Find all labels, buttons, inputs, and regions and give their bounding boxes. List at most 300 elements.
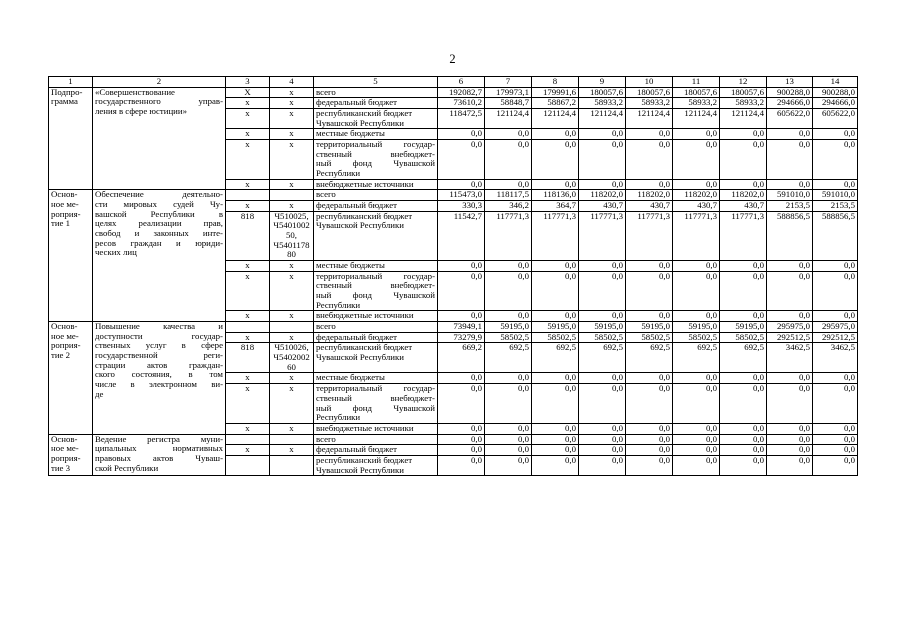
- value-cell: 0,0: [767, 311, 813, 322]
- cell-lines: [316, 201, 435, 211]
- header-cell: 3: [226, 77, 270, 88]
- value-cell: 0,0: [673, 261, 720, 272]
- value-cell: 292512,5: [813, 332, 858, 343]
- value-cell: 346,2: [485, 201, 532, 212]
- cell-lines: [316, 129, 435, 139]
- header-cell: 11: [673, 77, 720, 88]
- value-cell: 0,0: [532, 261, 579, 272]
- header-cell: 6: [438, 77, 485, 88]
- funding-source-cell: [314, 455, 438, 475]
- value-cell: 117771,3: [485, 211, 532, 260]
- funding-source-cell: [314, 211, 438, 260]
- value-cell: 118202,0: [579, 190, 626, 201]
- cell-line: всего: [316, 434, 336, 444]
- program-name-cell: [93, 434, 226, 476]
- value-cell: 179991,6: [532, 87, 579, 98]
- classification-code-cell: х: [270, 423, 314, 434]
- cell-line: внебюджетные источники: [316, 423, 414, 433]
- header-cell: 14: [813, 77, 858, 88]
- cell-line: ный фонд Чувашской: [316, 290, 435, 301]
- value-cell: 0,0: [438, 373, 485, 384]
- value-cell: 0,0: [485, 261, 532, 272]
- value-cell: 58867,2: [532, 98, 579, 109]
- value-cell: 179973,1: [485, 87, 532, 98]
- value-cell: 121124,4: [720, 109, 767, 129]
- funding-source-cell: [314, 343, 438, 373]
- value-cell: 59195,0: [720, 322, 767, 333]
- cell-line: федеральный бюджет: [316, 97, 397, 108]
- value-cell: 0,0: [485, 434, 532, 445]
- program-type-cell: [49, 87, 93, 190]
- cell-line: ный фонд Чувашской: [316, 402, 435, 413]
- classification-code-cell: х: [270, 129, 314, 140]
- value-cell: 0,0: [532, 445, 579, 456]
- cell-line: Основ-: [51, 321, 78, 332]
- value-cell: 59195,0: [673, 322, 720, 333]
- cell-line: ского состояния, в том: [95, 369, 223, 380]
- cell-line: ственный внебюджет-: [316, 280, 435, 291]
- cell-line: Чувашской Республики: [316, 117, 404, 128]
- value-cell: 117771,3: [626, 211, 673, 260]
- value-cell: 121124,4: [485, 109, 532, 129]
- value-cell: 117771,3: [673, 211, 720, 260]
- cell-line: Обеспечение деятельно-: [95, 189, 223, 200]
- cell-line: Республики: [316, 412, 361, 423]
- value-cell: 0,0: [673, 129, 720, 140]
- cell-line: территориальный государ-: [316, 383, 435, 394]
- value-cell: 0,0: [532, 434, 579, 445]
- header-cell: 7: [485, 77, 532, 88]
- cell-line: Основ-: [51, 189, 78, 200]
- classification-code-cell: х: [270, 271, 314, 311]
- value-cell: 0,0: [485, 455, 532, 475]
- cell-line: страции актов граждан-: [95, 359, 223, 370]
- value-cell: 0,0: [579, 261, 626, 272]
- value-cell: 0,0: [626, 434, 673, 445]
- cell-line: Подпро-: [51, 87, 83, 97]
- cell-lines: [316, 456, 435, 475]
- responsible-code-cell: х: [226, 201, 270, 212]
- cell-lines: [95, 88, 223, 117]
- value-cell: 0,0: [813, 311, 858, 322]
- responsible-code-cell: х: [226, 373, 270, 384]
- value-cell: 0,0: [813, 423, 858, 434]
- cell-lines: [316, 272, 435, 311]
- value-cell: 0,0: [485, 423, 532, 434]
- value-cell: 0,0: [626, 373, 673, 384]
- value-cell: 0,0: [485, 271, 532, 311]
- funding-source-cell: [314, 332, 438, 343]
- value-cell: 605622,0: [813, 109, 858, 129]
- value-cell: 0,0: [720, 455, 767, 475]
- value-cell: 364,7: [532, 201, 579, 212]
- responsible-code-cell: х: [226, 271, 270, 311]
- value-cell: 117771,3: [579, 211, 626, 260]
- cell-line: республиканский бюджет: [316, 211, 413, 221]
- cell-lines: [316, 311, 435, 321]
- table-row: [49, 434, 858, 445]
- cell-line: Ч5401178: [273, 239, 310, 250]
- value-cell: 58848,7: [485, 98, 532, 109]
- value-cell: 118202,0: [626, 190, 673, 201]
- value-cell: 0,0: [767, 445, 813, 456]
- value-cell: 2153,5: [813, 201, 858, 212]
- value-cell: 0,0: [720, 140, 767, 180]
- value-cell: 58933,2: [673, 98, 720, 109]
- value-cell: 0,0: [438, 311, 485, 322]
- cell-lines: [51, 88, 90, 107]
- funding-source-cell: [314, 384, 438, 424]
- value-cell: 692,5: [579, 343, 626, 373]
- funding-source-cell: [314, 201, 438, 212]
- cell-line: правовых актов Чуваш-: [95, 452, 223, 463]
- value-cell: 0,0: [579, 384, 626, 424]
- value-cell: 11542,7: [438, 211, 485, 260]
- value-cell: 605622,0: [767, 109, 813, 129]
- classification-code-cell: х: [270, 261, 314, 272]
- classification-code-cell: х: [270, 98, 314, 109]
- value-cell: 0,0: [767, 423, 813, 434]
- value-cell: 692,5: [532, 343, 579, 373]
- responsible-code-cell: х: [226, 140, 270, 180]
- value-cell: 292512,5: [767, 332, 813, 343]
- cell-lines: [316, 373, 435, 383]
- value-cell: 58502,5: [673, 332, 720, 343]
- responsible-code-cell: х: [226, 261, 270, 272]
- cell-lines: [316, 322, 435, 332]
- cell-line: ное ме-: [51, 330, 79, 341]
- responsible-code-cell: х: [226, 129, 270, 140]
- value-cell: 0,0: [579, 434, 626, 445]
- header-cell: 2: [93, 77, 226, 88]
- funding-source-cell: [314, 311, 438, 322]
- responsible-code-cell: х: [226, 384, 270, 424]
- value-cell: 0,0: [813, 434, 858, 445]
- cell-line: ческих лиц: [95, 247, 137, 258]
- cell-line: 50,: [286, 230, 297, 241]
- cell-line: 60: [287, 361, 296, 372]
- value-cell: 0,0: [626, 271, 673, 311]
- value-cell: 0,0: [438, 129, 485, 140]
- program-name-cell: [93, 322, 226, 434]
- value-cell: 0,0: [626, 423, 673, 434]
- cell-lines: [316, 88, 435, 98]
- value-cell: 117771,3: [720, 211, 767, 260]
- funding-source-cell: [314, 261, 438, 272]
- program-name-cell: [93, 190, 226, 322]
- value-cell: 118202,0: [720, 190, 767, 201]
- value-cell: 0,0: [673, 434, 720, 445]
- cell-line: де: [95, 388, 104, 399]
- classification-code-cell: [270, 211, 314, 260]
- cell-line: местные бюджеты: [316, 260, 385, 271]
- value-cell: 0,0: [720, 373, 767, 384]
- cell-lines: [51, 190, 90, 229]
- cell-lines: [316, 261, 435, 271]
- value-cell: 900288,0: [767, 87, 813, 98]
- value-cell: 0,0: [767, 261, 813, 272]
- value-cell: 0,0: [438, 140, 485, 180]
- value-cell: 180057,6: [579, 87, 626, 98]
- value-cell: 118136,0: [532, 190, 579, 201]
- cell-line: ления в сфере юстиции»: [95, 106, 187, 117]
- cell-lines: [95, 190, 223, 258]
- cell-line: Ведение регистра муни-: [95, 434, 223, 444]
- value-cell: 0,0: [438, 271, 485, 311]
- value-cell: 0,0: [626, 384, 673, 424]
- value-cell: 3462,5: [767, 343, 813, 373]
- header-cell: 13: [767, 77, 813, 88]
- value-cell: 0,0: [673, 271, 720, 311]
- funding-source-cell: [314, 445, 438, 456]
- value-cell: 59195,0: [626, 322, 673, 333]
- value-cell: 0,0: [438, 384, 485, 424]
- value-cell: 0,0: [813, 179, 858, 190]
- value-cell: 591010,0: [767, 190, 813, 201]
- cell-line: ственных услуг в сфере: [95, 340, 223, 351]
- value-cell: 0,0: [532, 455, 579, 475]
- cell-line: республиканский бюджет: [316, 108, 413, 119]
- value-cell: 73610,2: [438, 98, 485, 109]
- cell-line: республиканский бюджет: [316, 455, 413, 465]
- value-cell: 430,7: [673, 201, 720, 212]
- cell-line: вашской Республики в: [95, 208, 223, 219]
- table-row: [49, 190, 858, 201]
- value-cell: 0,0: [626, 140, 673, 180]
- value-cell: 0,0: [485, 373, 532, 384]
- cell-line: ный фонд Чувашской: [316, 158, 435, 169]
- value-cell: 0,0: [579, 129, 626, 140]
- responsible-code-cell: х: [226, 332, 270, 343]
- responsible-code-cell: [226, 190, 270, 201]
- cell-lines: [316, 435, 435, 445]
- classification-code-cell: х: [270, 332, 314, 343]
- value-cell: 121124,4: [626, 109, 673, 129]
- value-cell: 0,0: [767, 434, 813, 445]
- funding-source-cell: [314, 87, 438, 98]
- value-cell: 430,7: [626, 201, 673, 212]
- value-cell: 0,0: [720, 384, 767, 424]
- table-row: [49, 322, 858, 333]
- cell-line: всего: [316, 87, 336, 97]
- cell-line: 80: [287, 249, 296, 260]
- value-cell: 692,5: [720, 343, 767, 373]
- cell-line: Республики: [316, 168, 361, 179]
- cell-lines: [51, 435, 90, 474]
- value-cell: 0,0: [438, 445, 485, 456]
- classification-code-cell: х: [270, 109, 314, 129]
- classification-code-cell: х: [270, 373, 314, 384]
- value-cell: 0,0: [438, 179, 485, 190]
- cell-line: свобод и законных инте-: [95, 228, 223, 239]
- cell-line: Ч510026,: [274, 342, 309, 353]
- funding-source-cell: [314, 98, 438, 109]
- value-cell: 900288,0: [813, 87, 858, 98]
- program-type-cell: [49, 190, 93, 322]
- value-cell: 0,0: [673, 445, 720, 456]
- value-cell: 0,0: [532, 271, 579, 311]
- program-type-cell: [49, 434, 93, 476]
- value-cell: 0,0: [673, 423, 720, 434]
- value-cell: 0,0: [767, 373, 813, 384]
- value-cell: 58933,2: [720, 98, 767, 109]
- funding-source-cell: [314, 271, 438, 311]
- cell-lines: [316, 343, 435, 362]
- value-cell: 0,0: [532, 373, 579, 384]
- value-cell: 692,5: [673, 343, 720, 373]
- cell-line: ципальных нормативных: [95, 443, 223, 454]
- responsible-code-cell: х: [226, 98, 270, 109]
- value-cell: 0,0: [720, 129, 767, 140]
- value-cell: 59195,0: [485, 322, 532, 333]
- cell-line: всего: [316, 321, 336, 332]
- value-cell: 118472,5: [438, 109, 485, 129]
- responsible-code-cell: х: [226, 445, 270, 456]
- funding-source-cell: [314, 423, 438, 434]
- value-cell: 0,0: [767, 455, 813, 475]
- value-cell: 692,5: [485, 343, 532, 373]
- cell-line: роприя-: [51, 208, 81, 219]
- funding-source-cell: [314, 373, 438, 384]
- value-cell: 0,0: [579, 311, 626, 322]
- value-cell: 0,0: [485, 140, 532, 180]
- page-number: 2: [449, 52, 456, 66]
- value-cell: 121124,4: [673, 109, 720, 129]
- cell-line: ственный внебюджет-: [316, 148, 435, 159]
- classification-code-cell: х: [270, 140, 314, 180]
- value-cell: 0,0: [579, 445, 626, 456]
- classification-code-cell: х: [270, 87, 314, 98]
- value-cell: 0,0: [485, 445, 532, 456]
- cell-line: тие 1: [51, 218, 71, 229]
- responsible-code-cell: 818: [226, 211, 270, 260]
- cell-lines: [95, 435, 223, 474]
- responsible-code-cell: х: [226, 311, 270, 322]
- value-cell: 0,0: [579, 179, 626, 190]
- classification-code-cell: [270, 343, 314, 373]
- value-cell: 0,0: [767, 271, 813, 311]
- cell-line: Чувашской Республики: [316, 464, 404, 475]
- cell-lines: [95, 322, 223, 399]
- cell-line: Повышение качества и: [95, 321, 223, 332]
- value-cell: 58502,5: [626, 332, 673, 343]
- value-cell: 0,0: [532, 179, 579, 190]
- value-cell: 117771,3: [532, 211, 579, 260]
- cell-line: Ч5401002: [273, 220, 310, 231]
- classification-code-cell: х: [270, 445, 314, 456]
- classification-code-cell: х: [270, 384, 314, 424]
- value-cell: 0,0: [579, 140, 626, 180]
- value-cell: 0,0: [579, 271, 626, 311]
- value-cell: 0,0: [813, 271, 858, 311]
- value-cell: 294666,0: [813, 98, 858, 109]
- header-cell: 8: [532, 77, 579, 88]
- value-cell: 0,0: [626, 455, 673, 475]
- cell-line: роприя-: [51, 452, 81, 463]
- value-cell: 3462,5: [813, 343, 858, 373]
- value-cell: 180057,6: [626, 87, 673, 98]
- cell-line: всего: [316, 189, 336, 200]
- responsible-code-cell: [226, 455, 270, 475]
- value-cell: 0,0: [720, 423, 767, 434]
- value-cell: 0,0: [813, 373, 858, 384]
- budget-table: [48, 76, 858, 476]
- cell-line: роприя-: [51, 340, 81, 351]
- value-cell: 0,0: [532, 129, 579, 140]
- cell-line: федеральный бюджет: [316, 200, 397, 211]
- cell-lines: [316, 212, 435, 231]
- responsible-code-cell: [226, 322, 270, 333]
- cell-lines: [316, 445, 435, 455]
- value-cell: 0,0: [813, 129, 858, 140]
- table-row: [49, 87, 858, 98]
- cell-line: грамма: [51, 96, 78, 107]
- cell-lines: [316, 180, 435, 190]
- value-cell: 295975,0: [813, 322, 858, 333]
- value-cell: 430,7: [720, 201, 767, 212]
- value-cell: 59195,0: [532, 322, 579, 333]
- value-cell: 0,0: [720, 271, 767, 311]
- cell-line: ской Республики: [95, 462, 159, 473]
- value-cell: 0,0: [485, 129, 532, 140]
- value-cell: 0,0: [579, 423, 626, 434]
- cell-line: целях реализации прав,: [95, 218, 223, 229]
- value-cell: 0,0: [579, 455, 626, 475]
- value-cell: 0,0: [813, 455, 858, 475]
- value-cell: 0,0: [579, 373, 626, 384]
- header-cell: 10: [626, 77, 673, 88]
- value-cell: 58933,2: [626, 98, 673, 109]
- funding-source-cell: [314, 179, 438, 190]
- funding-source-cell: [314, 434, 438, 445]
- cell-line: федеральный бюджет: [316, 444, 397, 455]
- responsible-code-cell: х: [226, 423, 270, 434]
- value-cell: 121124,4: [579, 109, 626, 129]
- value-cell: 180057,6: [673, 87, 720, 98]
- value-cell: 0,0: [532, 140, 579, 180]
- cell-line: ное ме-: [51, 199, 79, 210]
- cell-line: государственного управ-: [95, 96, 223, 107]
- value-cell: 591010,0: [813, 190, 858, 201]
- cell-lines: [51, 322, 90, 361]
- cell-lines: [316, 109, 435, 128]
- cell-line: Чувашской Республики: [316, 352, 404, 363]
- value-cell: 0,0: [673, 311, 720, 322]
- classification-code-cell: х: [270, 201, 314, 212]
- value-cell: 0,0: [813, 261, 858, 272]
- value-cell: 0,0: [438, 423, 485, 434]
- funding-source-cell: [314, 140, 438, 180]
- value-cell: 0,0: [532, 384, 579, 424]
- value-cell: 73279,9: [438, 332, 485, 343]
- cell-line: федеральный бюджет: [316, 332, 397, 342]
- value-cell: 0,0: [626, 179, 673, 190]
- value-cell: 0,0: [720, 434, 767, 445]
- cell-line: Чувашской Республики: [316, 220, 404, 231]
- value-cell: 73949,1: [438, 322, 485, 333]
- value-cell: 118117,5: [485, 190, 532, 201]
- value-cell: 0,0: [532, 423, 579, 434]
- value-cell: 180057,6: [720, 87, 767, 98]
- program-name-cell: [93, 87, 226, 190]
- responsible-code-cell: Х: [226, 87, 270, 98]
- header-cell: 5: [314, 77, 438, 88]
- cell-lines: [272, 212, 311, 260]
- value-cell: 0,0: [813, 445, 858, 456]
- value-cell: 0,0: [720, 445, 767, 456]
- cell-line: Ч5402002: [273, 352, 310, 363]
- value-cell: 192082,7: [438, 87, 485, 98]
